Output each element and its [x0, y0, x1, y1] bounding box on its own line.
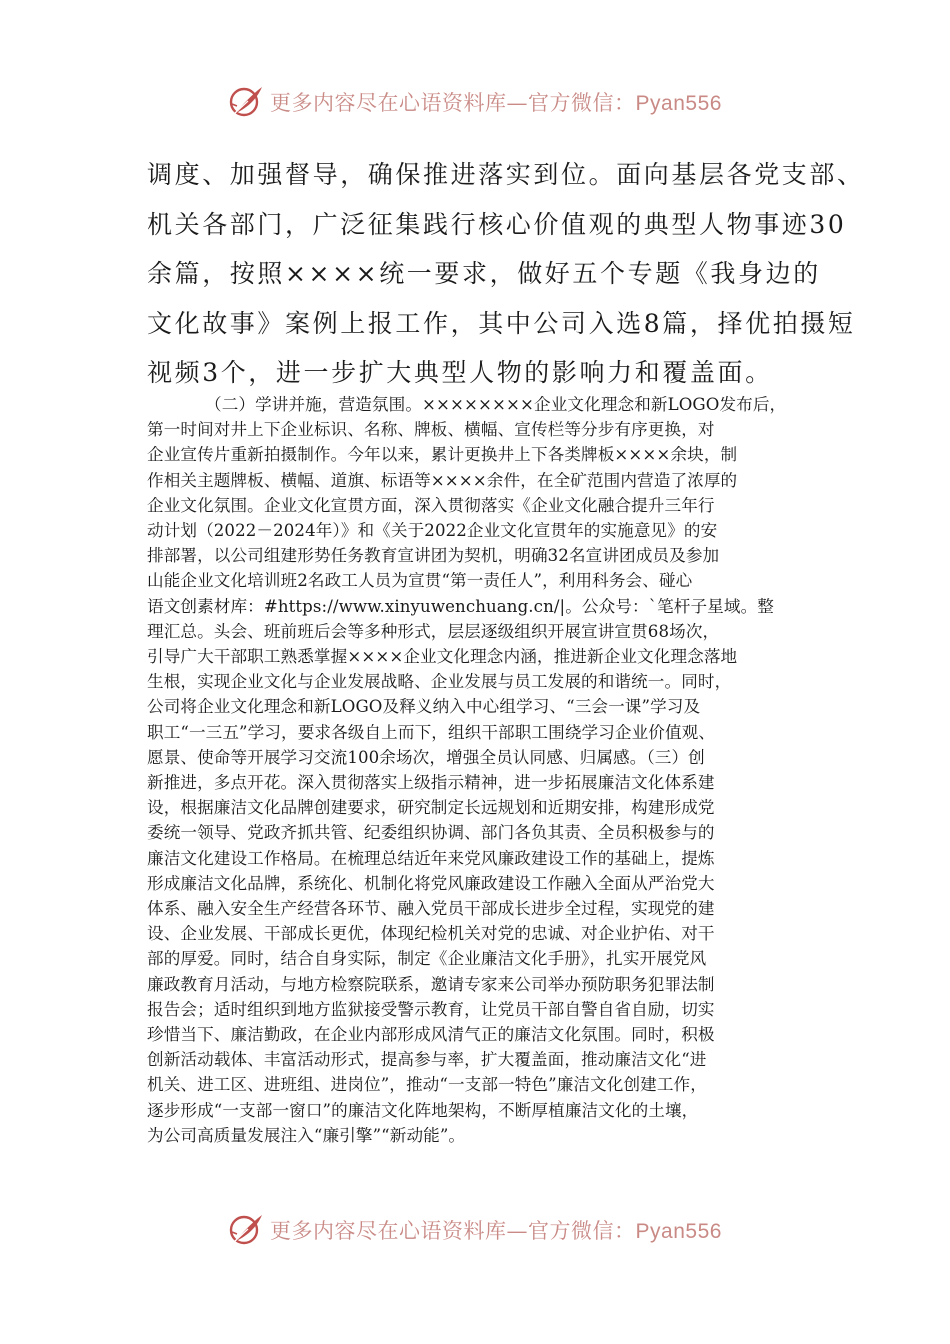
paragraph-line: 设，根据廉洁文化品牌创建要求，研究制定长远规划和近期安排，构建形成党: [147, 798, 715, 818]
quill-logo-icon: [228, 84, 264, 120]
paragraph-line: 文化故事》案例上报工作，其中公司入选8篇，择优拍摄短: [147, 308, 856, 338]
paragraph-line: 创新活动载体、丰富活动形式，提高参与率，扩大覆盖面，推动廉洁文化“进: [147, 1050, 707, 1070]
watermark-text: [270, 1215, 722, 1245]
paragraph-line: 形成廉洁文化品牌，系统化、机制化将党风廉政建设工作融入全面从严治党大: [147, 873, 715, 893]
paragraph-line: 机关各部门，广泛征集践行核心价值观的典型人物事迹30: [147, 209, 847, 239]
paragraph-line: 公司将企业文化理念和新LOGO及释义纳入中心组学习、“三会一课”学习及: [147, 697, 701, 717]
paragraph-line: 企业宣传片重新拍摄制作。今年以来，累计更换井上下各类牌板××××余块，制: [147, 445, 738, 465]
watermark-label: 更多内容尽在心语资料库—官方微信：: [270, 1219, 636, 1243]
paragraph-line: 调度、加强督导，确保推进落实到位。面向基层各党支部、: [147, 160, 865, 189]
paragraph-line: 山能企业文化培训班2名政工人员为宣贯“第一责任人”，利用科务会、碰心: [147, 571, 693, 591]
watermark-label: 更多内容尽在心语资料库—官方微信：: [270, 91, 636, 115]
paragraph-line: 生根，实现企业文化与企业发展战略、企业发展与员工发展的和谐统一。同时，: [147, 672, 732, 692]
paragraph-line: 珍惜当下、廉洁勤政，在企业内部形成风清气正的廉洁文化氛围。同时，积极: [147, 1025, 715, 1045]
footer-watermark-banner: [0, 1210, 950, 1250]
wechat-id: Pyan556: [635, 92, 722, 115]
paragraph-line: 廉洁文化建设工作格局。在梳理总结近年来党风廉政建设工作的基础上，提炼: [147, 848, 715, 868]
paragraph-line: 体系、融入安全生产经营各环节、融入党员干部成长进步全过程，实现党的建: [147, 899, 715, 919]
paragraph-line: 视频3个，进一步扩大典型人物的影响力和覆盖面。: [147, 358, 773, 388]
paragraph-line: 委统一领导、党政齐抓共管、纪委组织协调、部门各负其责、全员积极参与的: [147, 823, 715, 843]
paragraph-line-text: （二）学讲并施，营造氛围。××××××××企业文化理念和新LOGO发布后，: [205, 395, 787, 414]
paragraph-line: 第一时间对井上下企业标识、名称、牌板、横幅、宣传栏等分步有序更换，对: [147, 420, 715, 440]
paragraph-line: 余篇，按照××××统一要求，做好五个专题《我身边的: [147, 259, 821, 289]
body-text-paragraph: [147, 392, 817, 1148]
paragraph-line: 部的厚爱。同时，结合自身实际，制定《企业廉洁文化手册》，扎实开展党风: [147, 949, 707, 969]
paragraph-line: 引导广大干部职工熟悉掌握××××企业文化理念内涵，推进新企业文化理念落地: [147, 647, 738, 667]
paragraph-line: [147, 392, 817, 417]
large-text-paragraph: [147, 150, 865, 398]
paragraph-line: 逐步形成“一支部一窗口”的廉洁文化阵地架构，不断厚植廉洁文化的土壤，: [147, 1100, 699, 1120]
wechat-id: Pyan556: [635, 1220, 722, 1243]
paragraph-line: 新推进，多点开花。深入贯彻落实上级指示精神，进一步拓展廉洁文化体系建: [147, 773, 715, 793]
quill-logo-icon: [228, 1212, 264, 1248]
paragraph-line: 愿景、使命等开展学习交流100余场次，增强全员认同感、归属感。（三）创: [147, 747, 705, 767]
paragraph-line: 排部署，以公司组建形势任务教育宣讲团为契机，明确32名宣讲团成员及参加: [147, 546, 720, 566]
paragraph-line: 企业文化氛围。企业文化宣贯方面，深入贯彻落实《企业文化融合提升三年行: [147, 495, 715, 515]
watermark-text: [270, 87, 722, 117]
paragraph-line: 理汇总。头会、班前班后会等多种形式，层层逐级组织开展宣讲宣贯68场次，: [147, 621, 720, 641]
paragraph-line: 语文创素材库：#https://www.xinyuwenchuang.cn/|。公众号：`笔杆子星域。整: [147, 596, 774, 616]
paragraph-line: 报告会；适时组织到地方监狱接受警示教育，让党员干部自警自省自励，切实: [147, 999, 715, 1019]
paragraph-line: 职工“一三五”学习，要求各级自上而下，组织干部职工围绕学习企业价值观、: [147, 722, 716, 742]
paragraph-line: 设、企业发展、干部成长更优，体现纪检机关对党的忠诚、对企业护佑、对干: [147, 924, 715, 944]
paragraph-line: 廉政教育月活动，与地方检察院联系，邀请专家来公司举办预防职务犯罪法制: [147, 974, 715, 994]
paragraph-line: 为公司高质量发展注入“廉引擎”“新动能”。: [147, 1125, 466, 1145]
paragraph-line: 作相关主题牌板、横幅、道旗、标语等××××余件，在全矿范围内营造了浓厚的: [147, 470, 738, 490]
paragraph-line: 动计划（2022－2024年）》和《关于2022企业文化宣贯年的实施意见》的安: [147, 521, 718, 541]
paragraph-line: 机关、进工区、进班组、进岗位”，推动“一支部一特色”廉洁文化创建工作，: [147, 1075, 707, 1095]
header-watermark-banner: [0, 82, 950, 122]
